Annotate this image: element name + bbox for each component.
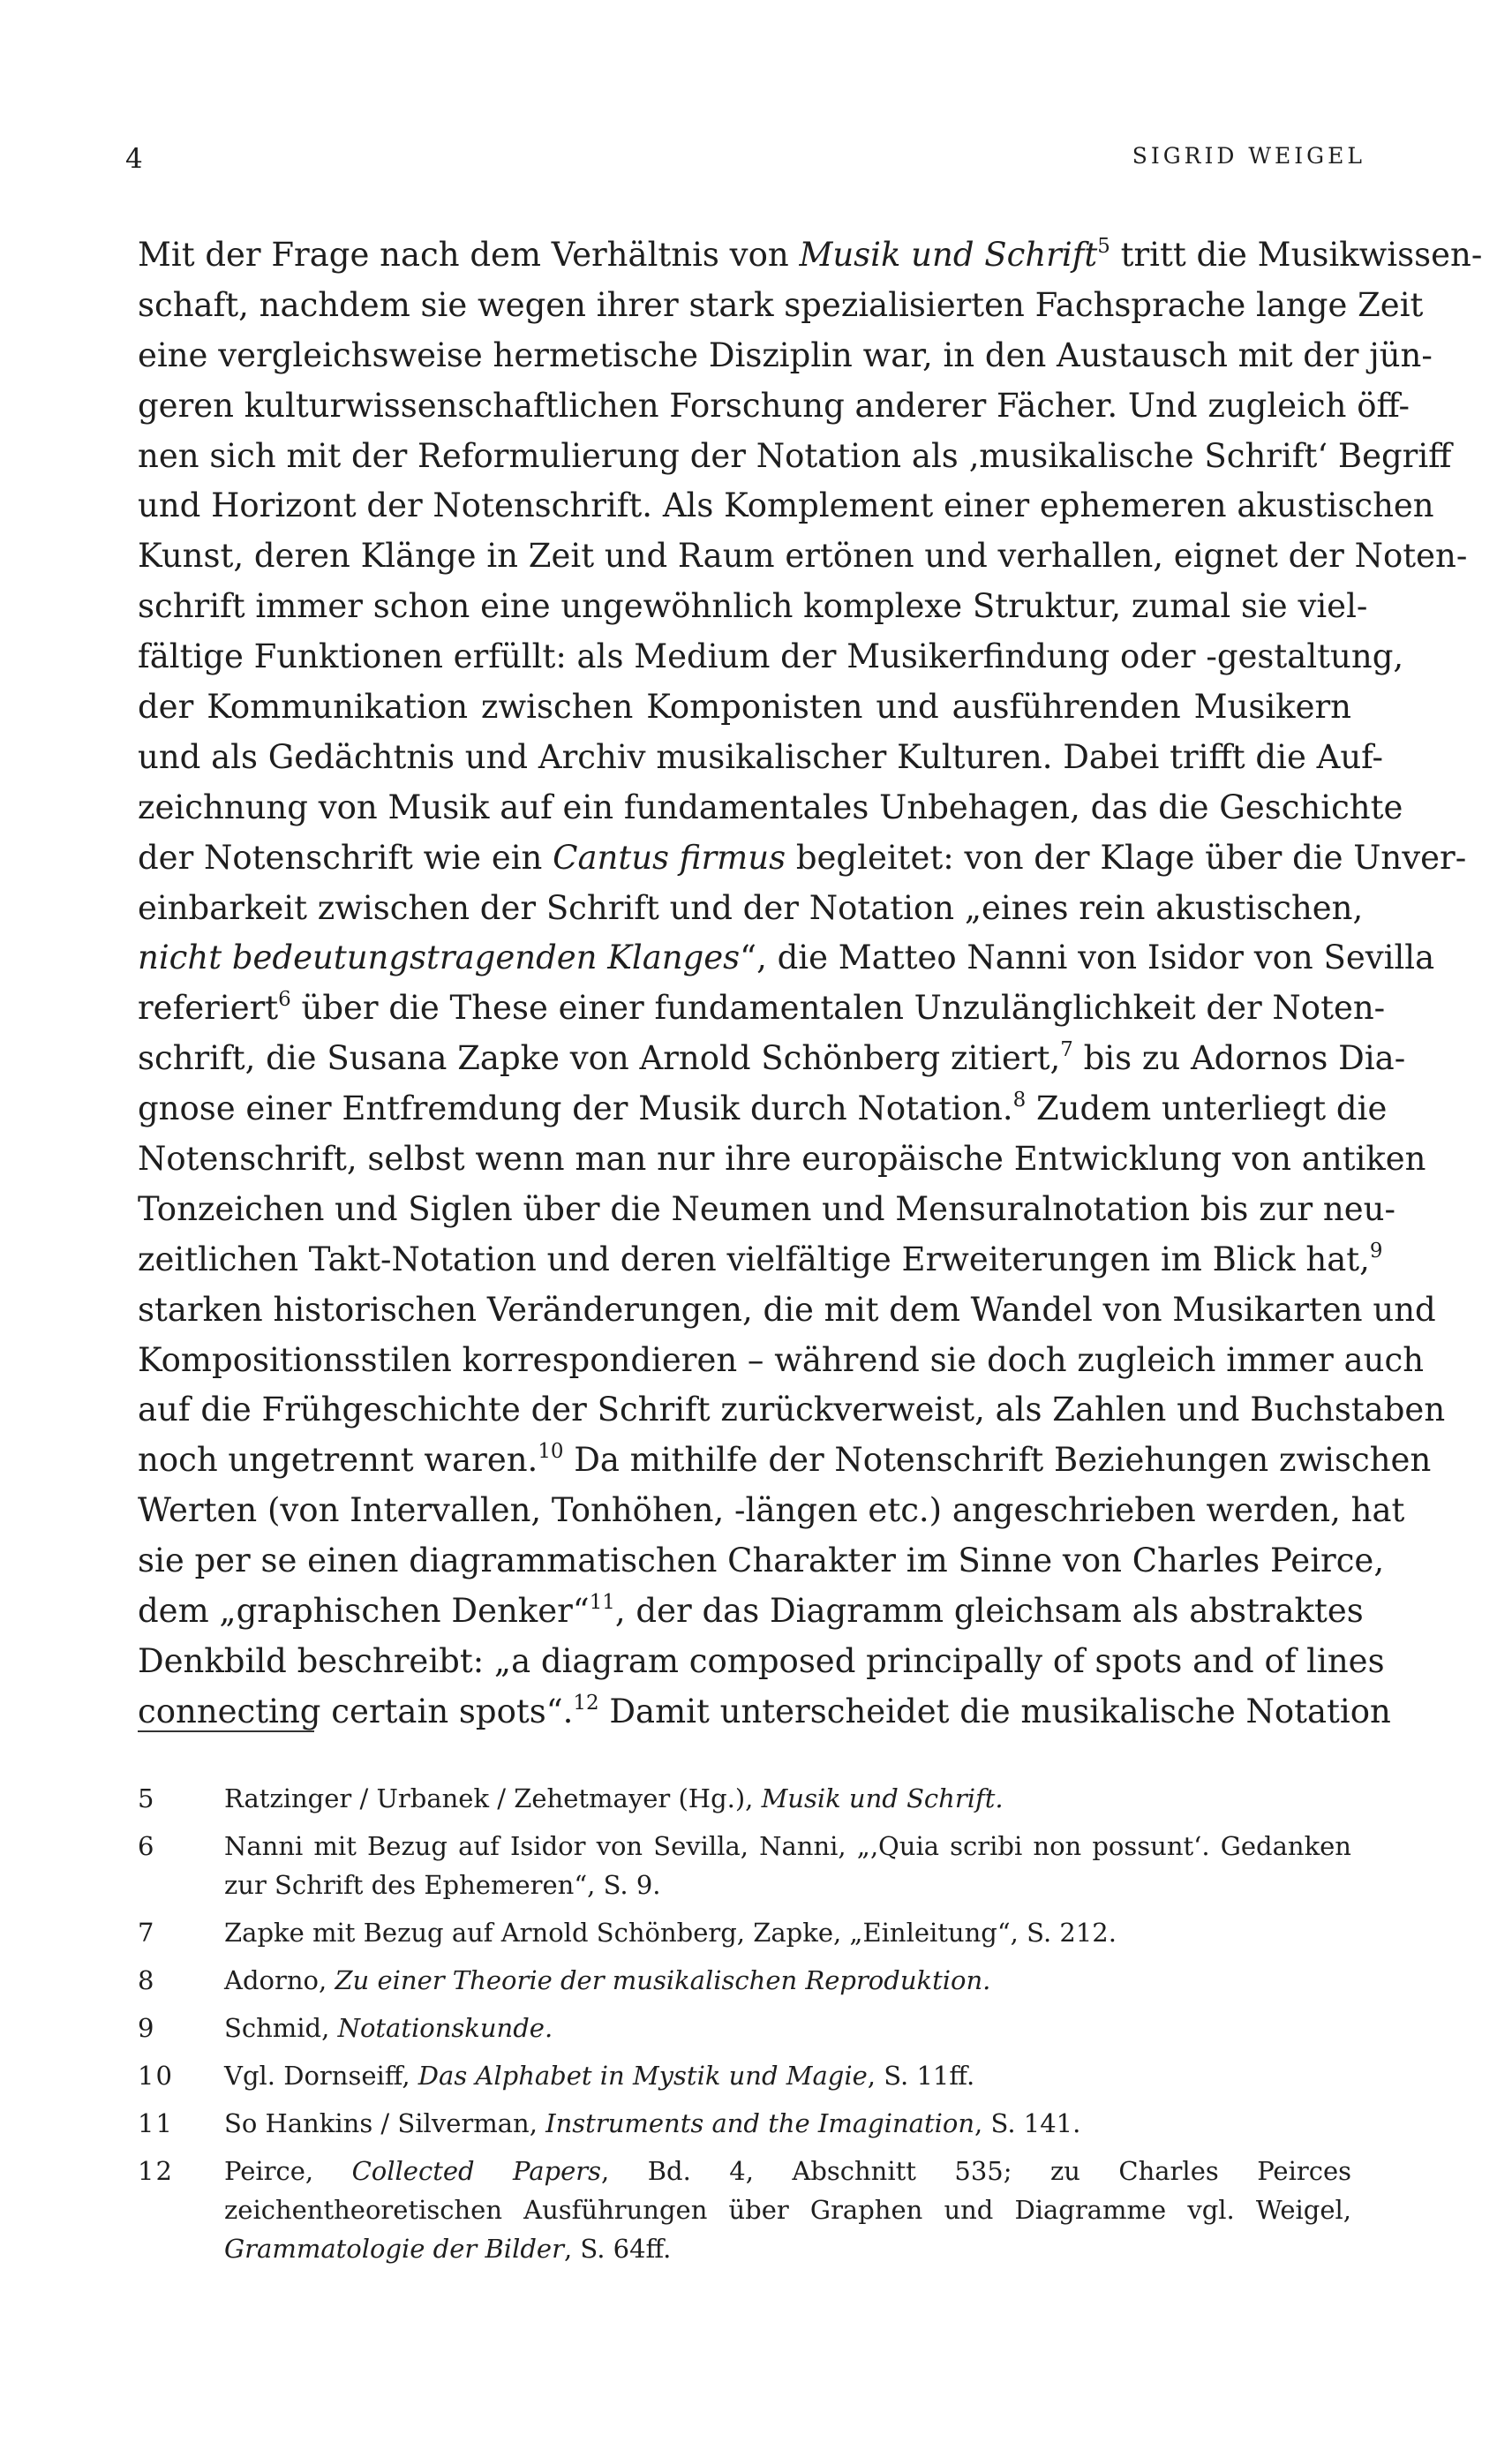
text-run: Adorno, (224, 1965, 335, 1995)
text-run: Kunst, deren Klänge in Zeit und Raum ertönen und verhallen, eignet der Noten- (138, 537, 1468, 576)
footnote-text (224, 2056, 1351, 2095)
body-line (138, 481, 1434, 531)
body-line (138, 331, 1433, 381)
italic-text: Musik und Schrift. (761, 1783, 1004, 1813)
text-run: referiert (138, 989, 279, 1028)
italic-text: nicht bedeutungstragenden Klanges (138, 939, 741, 977)
text-run: dem „graphischen Denker“ (138, 1592, 590, 1631)
footnote-text (224, 2009, 1351, 2047)
footnote (138, 2104, 1351, 2143)
italic-text: Cantus firmus (553, 838, 786, 877)
footnote-number: 5 (138, 1783, 156, 1813)
text-run: schaft, nachdem sie wegen ihrer stark spezialisierten Fachsprache lange Zeit (138, 285, 1424, 324)
body-line (138, 1336, 1425, 1386)
text-run: starken historischen Veränderungen, die mit dem Wandel von Musikarten und (138, 1290, 1436, 1329)
text-run: über die These einer fundamentalen Unzulänglichkeit der Noten- (290, 989, 1386, 1028)
body-line (138, 933, 1435, 984)
text-run: , S. 64ff. (563, 2234, 672, 2264)
body-line (138, 884, 1364, 934)
text-run: Tonzeichen und Siglen über die Neumen und Mensuralnotation bis zur neu- (138, 1189, 1395, 1228)
footnote-number: 10 (138, 2061, 174, 2091)
footnote (138, 2009, 1351, 2047)
body-line (138, 1486, 1405, 1536)
footnote (138, 1827, 1351, 1904)
text-run: Damit unterscheidet die musikalische Notation (598, 1692, 1391, 1730)
text-run: Notenschrift, selbst wenn man nur ihre europäische Entwicklung von antiken (138, 1140, 1426, 1179)
footnote-reference: 7 (1060, 1038, 1073, 1062)
text-run: einbarkeit zwischen der Schrift und der Notation „eines rein akustischen, (138, 888, 1364, 927)
footnote-text (224, 2104, 1351, 2143)
body-line (138, 1285, 1436, 1336)
text-run: Peirce, (224, 2156, 352, 2186)
text-run: So Hankins / Silverman, (224, 2108, 546, 2138)
footnote (138, 1961, 1351, 2000)
footnote-text (224, 2152, 1351, 2268)
body-line (138, 733, 1384, 783)
footnote-number: 8 (138, 1965, 156, 1995)
body-line (138, 1687, 1391, 1738)
text-run: der Notenschrift wie ein (138, 838, 553, 877)
footnote (138, 1913, 1351, 1952)
text-run: schrift immer schon eine ungewöhnlich komplexe Struktur, zumal sie viel- (138, 587, 1368, 626)
italic-text: Instruments and the Imagination (545, 2108, 975, 2138)
body-line (138, 984, 1386, 1034)
text-run: zeitlichen Takt-Notation und deren vielfältige Erweiterungen im Blick hat, (138, 1240, 1370, 1278)
text-run: Denkbild beschreibt: „a diagram composed principally of spots and of lines (138, 1641, 1385, 1680)
body-line (138, 1034, 1406, 1084)
text-run: Kompositionsstilen korrespondieren – während sie doch zugleich immer auch (138, 1340, 1425, 1379)
running-head: SIGRID WEIGEL (1132, 143, 1365, 169)
text-run: Ratzinger / Urbanek / Zehetmayer (Hg.), (224, 1783, 762, 1813)
text-run: , S. 141. (974, 2108, 1081, 2138)
body-line (138, 1135, 1426, 1185)
text-run: geren kulturwissenschaftlichen Forschung anderer Fächer. Und zugleich öff- (138, 386, 1410, 425)
text-run: , Bd. 4, Abschnitt 535; zu Charles Peirces zeichentheoretischen Ausführungen über Graphen und Diagramme vgl. Weigel, (224, 2156, 1351, 2225)
footnote-reference: 10 (538, 1440, 564, 1464)
footnote-text (224, 1913, 1351, 1952)
footnote-number: 9 (138, 2013, 156, 2043)
text-run: eine vergleichsweise hermetische Disziplin war, in den Austausch mit der jün- (138, 335, 1433, 374)
footnote-reference: 9 (1369, 1239, 1383, 1263)
text-run: , S. 11ff. (867, 2061, 975, 2091)
footnote-divider (138, 1730, 314, 1732)
footnote-reference: 12 (573, 1691, 599, 1715)
body-line (138, 281, 1424, 331)
body-line (138, 833, 1467, 884)
text-run: bis zu Adornos Dia- (1072, 1039, 1406, 1078)
text-run: fältige Funktionen erfüllt: als Medium der Musikerfindung oder -gestaltung, (138, 637, 1404, 676)
italic-text: Das Alphabet in Mystik und Magie (417, 2061, 868, 2091)
italic-text: Collected Papers (351, 2156, 602, 2186)
text-run: Vgl. Dornseiff, (224, 2061, 418, 2091)
text-run: sie per se einen diagrammatischen Charakter im Sinne von Charles Peirce, (138, 1542, 1385, 1580)
text-run: “, die Matteo Nanni von Isidor von Sevilla (740, 939, 1435, 977)
footnote-number: 6 (138, 1831, 156, 1861)
italic-text: Musik und Schrift (799, 236, 1098, 274)
text-run: und Horizont der Notenschrift. Als Komplement einer ephemeren akustischen (138, 486, 1434, 525)
body-line (138, 1185, 1395, 1235)
footnotes (138, 1779, 1351, 2277)
text-run: schrift, die Susana Zapke von Arnold Schönberg zitiert, (138, 1039, 1061, 1078)
footnote (138, 2056, 1351, 2095)
text-run: Zudem unterliegt die (1026, 1089, 1388, 1128)
text-run: , der das Diagramm gleichsam als abstraktes (614, 1592, 1364, 1631)
text-run: auf die Frühgeschichte der Schrift zurückverweist, als Zahlen und Buchstaben (138, 1391, 1446, 1429)
text-run: gnose einer Entfremdung der Musik durch Notation. (138, 1089, 1013, 1128)
italic-text: Zu einer Theorie der musikalischen Reproduktion. (335, 1965, 991, 1995)
body-line (138, 531, 1468, 582)
footnote (138, 1779, 1351, 1818)
body-text (138, 230, 1483, 1738)
text-run: der Kommunikation zwischen Komponisten und ausführenden Musikern (138, 688, 1351, 727)
text-run: Nanni mit Bezug auf Isidor von Sevilla, Nanni, „‚Quia scribi non possunt‘. Gedanken zur Schrift des Ephemeren“, S. 9. (224, 1831, 1351, 1900)
footnote-reference: 5 (1097, 235, 1110, 259)
text-run: begleitet: von der Klage über die Unver- (786, 838, 1467, 877)
italic-text: Notationskunde. (337, 2013, 553, 2043)
text-run: tritt die Musikwissen- (1110, 236, 1483, 274)
text-run: Da mithilfe der Notenschrift Beziehungen zwischen (563, 1441, 1432, 1480)
body-line (138, 632, 1404, 682)
text-run: und als Gedächtnis und Archiv musikalischer Kulturen. Dabei trifft die Auf- (138, 737, 1384, 776)
footnote-text (224, 1827, 1351, 1904)
footnote-number: 11 (138, 2108, 174, 2138)
body-line (138, 1436, 1432, 1486)
text-run: noch ungetrennt waren. (138, 1441, 538, 1480)
body-line (138, 1084, 1388, 1135)
footnote-reference: 11 (589, 1591, 615, 1615)
footnote-text (224, 1779, 1351, 1818)
body-line (138, 381, 1410, 432)
body-line (138, 1385, 1446, 1436)
footnote-text (224, 1961, 1351, 2000)
footnote-reference: 8 (1012, 1089, 1027, 1112)
body-line (138, 1536, 1385, 1587)
footnote-number: 12 (138, 2156, 174, 2186)
body-line (138, 230, 1483, 281)
body-line (138, 783, 1403, 833)
body-line (138, 1235, 1383, 1285)
text-run: Zapke mit Bezug auf Arnold Schönberg, Zapke, „Einleitung“, S. 212. (224, 1918, 1117, 1948)
text-run: zeichnung von Musik auf ein fundamentales Unbehagen, das die Geschichte (138, 788, 1403, 826)
footnote (138, 2152, 1351, 2268)
footnote-reference: 6 (278, 988, 291, 1012)
body-line (138, 1637, 1385, 1687)
body-line (138, 432, 1452, 482)
text-run: nen sich mit der Reformulierung der Notation als ‚musikalische Schrift‘ Begriff (138, 436, 1452, 475)
body-line (138, 682, 1351, 733)
page-number: 4 (125, 143, 144, 175)
text-run: Werten (von Intervallen, Tonhöhen, -längen etc.) angeschrieben werden, hat (138, 1491, 1405, 1530)
text-run: Mit der Frage nach dem Verhältnis von (138, 236, 800, 274)
body-line (138, 1587, 1364, 1637)
text-run: Schmid, (224, 2013, 338, 2043)
body-line (138, 582, 1368, 632)
italic-text: Grammatologie der Bilder (224, 2234, 564, 2264)
footnote-number: 7 (138, 1918, 156, 1948)
text-run: connecting certain spots“. (138, 1692, 574, 1730)
